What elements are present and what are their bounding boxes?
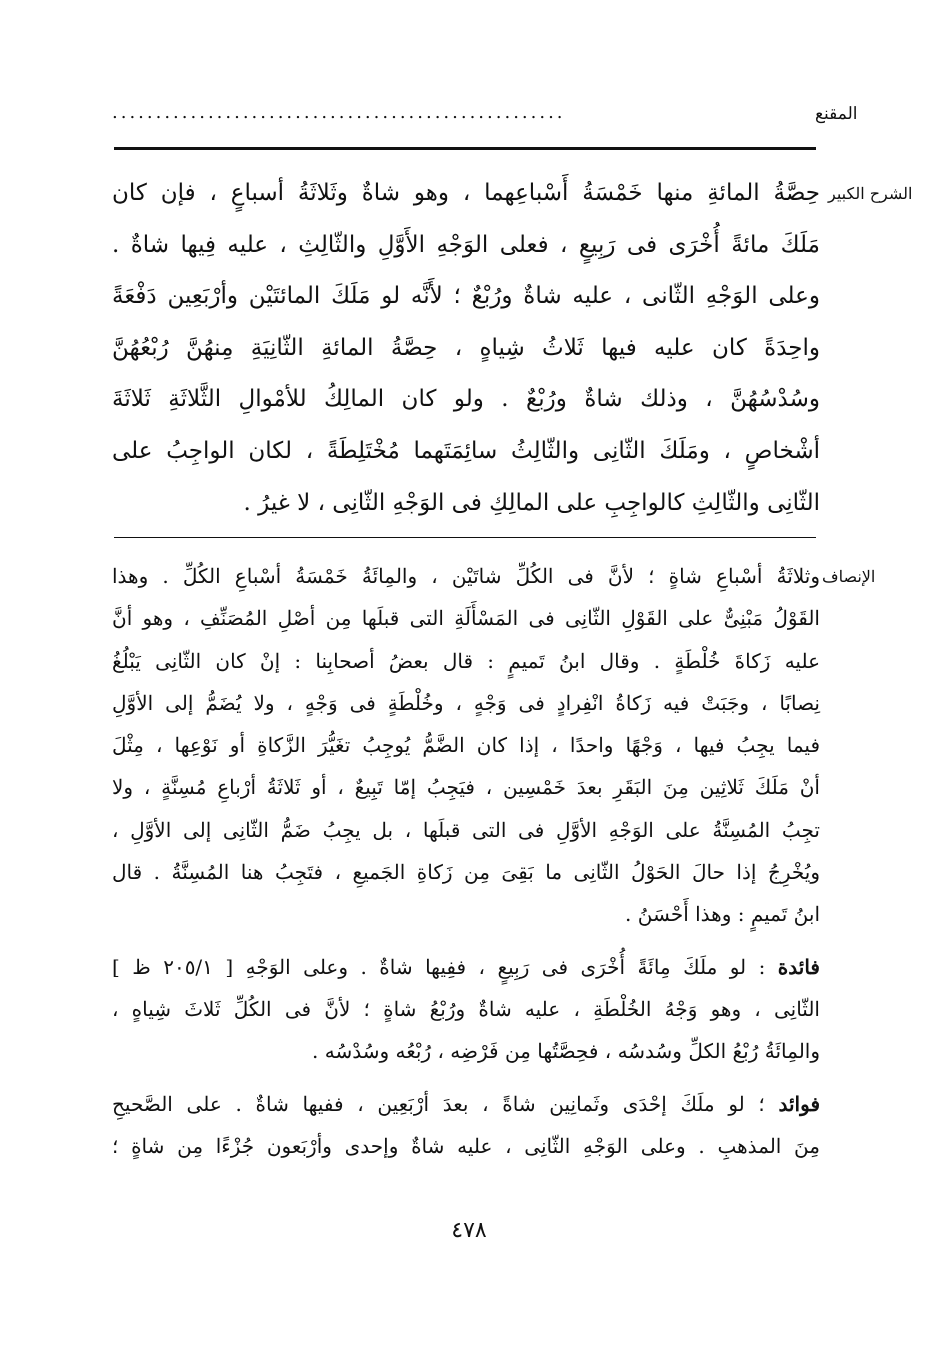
text-line: وعلى الوَجْهِ الثّانى ، عليه شاةٌ ورُبْعٌ ؛ لأَنَّه لو مَلَكَ المائتَيْن وأرْبَعِين دَفْعَةً bbox=[112, 283, 820, 310]
insaf-text-block bbox=[112, 555, 820, 1167]
text-line: وثلاثَةُ أسْباعِ شاةٍ ؛ لأنَّ فى الكُلِّ شاتَيْن ، والمِائَةُ خَمْسَةُ أسْباعِ الكُلِّ . وهذا bbox=[112, 564, 820, 588]
page-number: ٤٧٨ bbox=[451, 1218, 487, 1243]
sharh-text-block bbox=[112, 168, 820, 529]
header-rule bbox=[114, 147, 816, 150]
text-line: وسُدْسُهُنَّ ، وذلك شاةٌ ورُبْعٌ . ولو كان المالِكُ للأمْوالِ الثَّلاثَةِ ثَلاثَةَ bbox=[112, 386, 820, 413]
page-header-title: المقنع bbox=[815, 104, 858, 124]
fawa-id-lead: فوائد bbox=[778, 1091, 820, 1116]
fawa-id-paragraph bbox=[112, 1083, 820, 1168]
fa-ida-first-line: : لو ملَكَ مِائَةً أُخْرَى فى رَبِيعٍ ، ففِيها شاةٌ . وعلى الوَجْهِ [ ٢٠٥/١ ظ ] bbox=[112, 954, 766, 979]
text-line bbox=[112, 946, 820, 988]
text-line: القَوْلُ مَبْنِىٌّ على القَوْلِ الثّانِى فى المَسْأَلَةِ التى قبلَها مِن أصْلِ المُصَنِّفِ ، وهو أنَّ bbox=[112, 606, 820, 631]
sharh-margin-label: الشرح الكبير bbox=[828, 184, 913, 203]
text-line: والمِائَةُ رُبْعُ الكلِّ وسُدسُه ، فحِصَّتُها مِن فَرْضِه ، رُبْعُه وسُدْسُه . bbox=[312, 1039, 820, 1064]
text-line: فيما يجِبُ فيها ، وَجْهًا واحدًا ، إذا كان الضَّمُّ يُوجِبُ تغَيُّرَ الزَّكاةِ أو نَوْعِها ، مِثْلَ bbox=[112, 733, 820, 758]
text-line: الثّانِى والثّالِثِ كالواجِبِ على المالِكِ فى الوَجْهِ الثّانِى ، لا غيرُ . bbox=[243, 489, 820, 516]
text-line: مَلَكَ مائةً أُخْرَى فى رَبِيعٍ ، فعلى الوَجْهِ الأَوَّلِ والثّالِثِ ، عليه فِيها شاةٌ . bbox=[112, 231, 820, 258]
text-line: واحِدَةً كان عليه فيها ثَلاثُ شِياهٍ ، حِصَّةُ المائةِ الثّانِيَةِ مِنهُنَّ رُبْعُهُنَّ bbox=[112, 334, 820, 361]
fa-ida-paragraph bbox=[112, 946, 820, 1073]
text-line: عليه زَكاةَ خُلْطَةٍ . وقال ابنُ تَميمٍ : قال بعضُ أصحابِنا : إنْ كان الثّانِى يَبْلُغُ bbox=[112, 648, 820, 673]
text-line: حِصَّةُ المائةِ منها خَمْسَةُ أَسْباعِهما ، وهو شاةٌ وثَلاثَةُ أسباعٍ ، فإن كان bbox=[112, 180, 820, 206]
fawa-id-first-line: ؛ لو ملَكَ إحْدَى وثَمانِين شاةً ، بعدَ أرْبَعِين ، ففيها شاةٌ . على الصَّحيحِ bbox=[112, 1091, 765, 1116]
text-line: أنْ مَلَكَ ثَلاثِين مِنَ البَقَرِ بعدَ خَمْسِين ، فيَجِبُ إمّا تَبِيعٌ ، أو ثَلاثَةُ أرْباعِ مُسِنَّةٍ ، ولا bbox=[112, 775, 820, 800]
text-line bbox=[112, 1083, 820, 1125]
text-line: ابنُ تَميمٍ : وهذا أَحْسَنُ . bbox=[625, 902, 820, 927]
section-divider bbox=[114, 537, 816, 538]
fa-ida-lead: فائدة bbox=[777, 954, 820, 979]
text-line: أشْخاصٍ ، ومَلَكَ الثّانِى والثّالِثُ سائِمَتَهما مُخْتَلِطَةً ، لكان الواجِبُ على bbox=[112, 437, 820, 464]
text-line: ويُخْرِجُ إذا حالَ الحَوْلُ الثّانِى ما بَقِىَ مِن زَكاةِ الجَميعِ ، فتَجِبُ هنا المُسِنَّةُ . قال bbox=[112, 860, 821, 885]
text-line: الثّانِى ، وهو وَجْهُ الخُلْطَةِ ، عليه شاةٌ ورُبْعُ شاةٍ ؛ لأنَّ فى الكُلِّ ثَلاثَ شِياهٍ ، bbox=[112, 996, 820, 1021]
header-dotted-leader: .................................................... bbox=[112, 102, 566, 123]
insaf-margin-label: الإنصاف bbox=[822, 567, 876, 586]
text-line: مِنَ المذهبِ . وعلى الوَجْهِ الثّانِى ، عليه شاةٌ وإحدى وأرْبَعون جُزْءًا مِن شاةٍ ؛ bbox=[112, 1133, 820, 1158]
text-line: تجِبُ المُسِنَّةُ على الوَجْهِ الأوَّلِ فى التى قبلَها ، بل يجِبُ ضَمُّ الثّانِى إلى الأوَّلِ ، bbox=[112, 817, 820, 842]
text-line: نِصابًا ، وجَبَتْ فيه زَكاةُ انْفِرادٍ فى وَجْهٍ ، وخُلْطَةٍ فى وَجْهٍ ، ولا يُضَمُّ إلى الأوَّلِ bbox=[112, 690, 820, 715]
